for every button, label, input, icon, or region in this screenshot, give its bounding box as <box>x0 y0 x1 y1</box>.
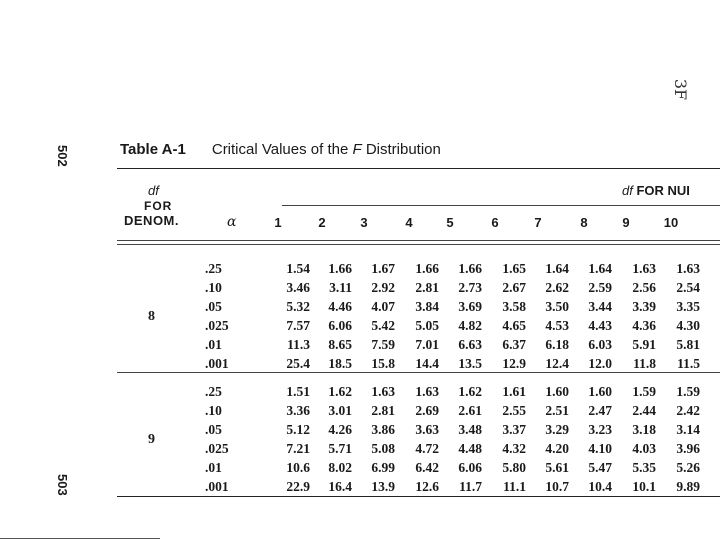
header-rule-1 <box>117 240 720 241</box>
table-cell: 2.69 <box>415 403 439 418</box>
column-header-6: 6 <box>491 215 499 230</box>
table-cell: 3.23 <box>588 422 612 437</box>
for-header: FOR <box>144 199 173 213</box>
table-cell: 4.36 <box>632 318 656 333</box>
table-cell: 2.81 <box>415 280 439 295</box>
table-cell: 6.37 <box>502 337 526 352</box>
table-cell: 1.63 <box>676 261 700 276</box>
table-cell: 3.29 <box>545 422 569 437</box>
table-cell: 3.58 <box>502 299 526 314</box>
table-cell: 1.63 <box>371 384 395 399</box>
table-cell: 2.55 <box>502 403 526 418</box>
table-cell: 11.1 <box>503 479 526 494</box>
table-cell: 14.4 <box>415 356 439 371</box>
table-cell: 1.62 <box>328 384 352 399</box>
table-cell: 3.48 <box>458 422 482 437</box>
table-cell: 1.63 <box>415 384 439 399</box>
table-cell: 2.47 <box>588 403 612 418</box>
table-cell: 5.42 <box>371 318 395 333</box>
numerator-df: df <box>622 183 633 198</box>
handwritten-mark: 3F <box>671 78 691 101</box>
alpha-value: .05 <box>205 422 222 437</box>
table-cell: 13.5 <box>458 356 482 371</box>
table-cell: 3.14 <box>676 422 700 437</box>
table-cell: 6.18 <box>545 337 569 352</box>
table-cell: 3.44 <box>588 299 612 314</box>
table-cell: 5.47 <box>588 460 612 475</box>
table-cell: 7.21 <box>286 441 310 456</box>
table-cell: 18.5 <box>328 356 352 371</box>
table-cell: 3.69 <box>458 299 482 314</box>
table-cell: 4.46 <box>328 299 352 314</box>
alpha-value: .01 <box>205 460 222 475</box>
table-cell: 2.92 <box>371 280 395 295</box>
table-cell: 6.03 <box>588 337 612 352</box>
table-cell: 2.44 <box>632 403 656 418</box>
table-cell: 3.36 <box>286 403 310 418</box>
column-header-2: 2 <box>318 215 326 230</box>
table-cell: 4.20 <box>545 441 569 456</box>
table-cell: 1.51 <box>286 384 310 399</box>
table-cell: 5.12 <box>286 422 310 437</box>
table-cell: 4.10 <box>588 441 612 456</box>
table-cell: 4.03 <box>632 441 656 456</box>
table-cell: 10.4 <box>588 479 612 494</box>
alpha-value: .25 <box>205 261 222 276</box>
table-cell: 4.72 <box>415 441 439 456</box>
table-cell: 1.61 <box>502 384 526 399</box>
table-cell: 1.59 <box>632 384 656 399</box>
table-cell: 2.62 <box>545 280 569 295</box>
alpha-value: .10 <box>205 403 222 418</box>
table-cell: 1.60 <box>588 384 612 399</box>
table-cell: 4.26 <box>328 422 352 437</box>
table-cell: 7.57 <box>286 318 310 333</box>
alpha-value: .05 <box>205 299 222 314</box>
table-cell: 1.66 <box>458 261 482 276</box>
table-cell: 4.65 <box>502 318 526 333</box>
table-cell: 8.65 <box>328 337 352 352</box>
table-cell: 2.54 <box>676 280 700 295</box>
table-cell: 5.26 <box>676 460 700 475</box>
table-cell: 1.59 <box>676 384 700 399</box>
block-separator <box>117 372 720 373</box>
table-cell: 4.53 <box>545 318 569 333</box>
caption-suffix: Distribution <box>361 141 441 158</box>
table-cell: 11.8 <box>633 356 656 371</box>
table-cell: 7.01 <box>415 337 439 352</box>
page-number-top: 502 <box>55 145 70 167</box>
table-cell: 2.81 <box>371 403 395 418</box>
table-cell: 1.67 <box>371 261 395 276</box>
table-cell: 25.4 <box>286 356 310 371</box>
table-cell: 3.37 <box>502 422 526 437</box>
table-cell: 4.07 <box>371 299 395 314</box>
table-cell: 16.4 <box>328 479 352 494</box>
table-cell: 11.7 <box>459 479 482 494</box>
table-cell: 5.91 <box>632 337 656 352</box>
column-header-10: 10 <box>663 215 679 230</box>
column-header-5: 5 <box>446 215 454 230</box>
df-header: df <box>148 183 159 198</box>
table-cell: 5.61 <box>545 460 569 475</box>
table-cell: 2.42 <box>676 403 700 418</box>
table-cell: 12.0 <box>588 356 612 371</box>
alpha-value: .025 <box>205 441 229 456</box>
table-cell: 3.01 <box>328 403 352 418</box>
column-header-4: 4 <box>405 215 413 230</box>
table-cell: 6.63 <box>458 337 482 352</box>
table-cell: 10.7 <box>545 479 569 494</box>
numerator-label: FOR NUI <box>636 183 690 198</box>
column-header-1: 1 <box>274 215 282 230</box>
table-cell: 4.82 <box>458 318 482 333</box>
alpha-value: .001 <box>205 356 229 371</box>
table-cell: 6.06 <box>328 318 352 333</box>
table-cell: 2.59 <box>588 280 612 295</box>
table-cell: 3.46 <box>286 280 310 295</box>
table-cell: 12.6 <box>415 479 439 494</box>
table-cell: 22.9 <box>286 479 310 494</box>
table-cell: 1.60 <box>545 384 569 399</box>
table-cell: 4.32 <box>502 441 526 456</box>
df-denominator-0: 8 <box>148 308 155 324</box>
table-cell: 1.62 <box>458 384 482 399</box>
alpha-value: .25 <box>205 384 222 399</box>
caption-prefix: Critical Values of the <box>211 141 353 158</box>
alpha-header: α <box>227 214 237 230</box>
page-edge-line <box>0 538 160 539</box>
table-cell: 8.02 <box>328 460 352 475</box>
table-cell: 5.81 <box>676 337 700 352</box>
table-cell: 1.64 <box>588 261 612 276</box>
table-cell: 2.73 <box>458 280 482 295</box>
header-rule-2 <box>117 244 720 245</box>
table-cell: 10.6 <box>286 460 310 475</box>
table-cell: 3.84 <box>415 299 439 314</box>
table-cell: 1.65 <box>502 261 526 276</box>
table-cell: 2.56 <box>632 280 656 295</box>
table-cell: 5.71 <box>328 441 352 456</box>
table-cell: 2.67 <box>502 280 526 295</box>
table-cell: 12.9 <box>502 356 526 371</box>
table-cell: 3.63 <box>415 422 439 437</box>
table-cell: 15.8 <box>371 356 395 371</box>
table-cell: 4.30 <box>676 318 700 333</box>
table-cell: 5.35 <box>632 460 656 475</box>
table-caption <box>212 141 441 158</box>
alpha-value: .001 <box>205 479 229 494</box>
table-cell: 6.06 <box>458 460 482 475</box>
column-header-7: 7 <box>534 215 542 230</box>
table-title <box>120 141 441 158</box>
column-header-3: 3 <box>360 215 368 230</box>
table-cell: 7.59 <box>371 337 395 352</box>
table-cell: 9.89 <box>676 479 700 494</box>
table-cell: 5.80 <box>502 460 526 475</box>
top-rule <box>117 168 720 169</box>
table-cell: 3.35 <box>676 299 700 314</box>
denom-header: DENOM. <box>124 213 179 228</box>
table-cell: 4.43 <box>588 318 612 333</box>
table-cell: 3.18 <box>632 422 656 437</box>
table-cell: 1.54 <box>286 261 310 276</box>
table-label: Table A-1 <box>120 141 186 158</box>
caption-italic: F <box>352 141 362 158</box>
bottom-rule <box>117 496 720 497</box>
table-cell: 3.96 <box>676 441 700 456</box>
table-cell: 11.5 <box>677 356 700 371</box>
table-cell: 1.64 <box>545 261 569 276</box>
alpha-value: .025 <box>205 318 229 333</box>
table-cell: 12.4 <box>545 356 569 371</box>
alpha-value: .10 <box>205 280 222 295</box>
table-cell: 1.66 <box>328 261 352 276</box>
table-cell: 5.05 <box>415 318 439 333</box>
page-number-bottom: 503 <box>55 474 70 496</box>
table-cell: 5.32 <box>286 299 310 314</box>
table-cell: 2.61 <box>458 403 482 418</box>
table-cell: 6.99 <box>371 460 395 475</box>
column-header-8: 8 <box>580 215 588 230</box>
table-cell: 1.63 <box>632 261 656 276</box>
table-cell: 13.9 <box>371 479 395 494</box>
numerator-rule <box>282 205 720 206</box>
table-cell: 11.3 <box>287 337 310 352</box>
table-cell: 4.48 <box>458 441 482 456</box>
table-cell: 1.66 <box>415 261 439 276</box>
df-denominator-1: 9 <box>148 431 155 447</box>
numerator-header <box>622 183 690 198</box>
table-cell: 10.1 <box>632 479 656 494</box>
column-header-9: 9 <box>622 215 630 230</box>
table-cell: 3.86 <box>371 422 395 437</box>
table-cell: 5.08 <box>371 441 395 456</box>
table-cell: 3.39 <box>632 299 656 314</box>
table-cell: 2.51 <box>545 403 569 418</box>
table-cell: 3.11 <box>329 280 352 295</box>
table-cell: 6.42 <box>415 460 439 475</box>
alpha-value: .01 <box>205 337 222 352</box>
table-cell: 3.50 <box>545 299 569 314</box>
